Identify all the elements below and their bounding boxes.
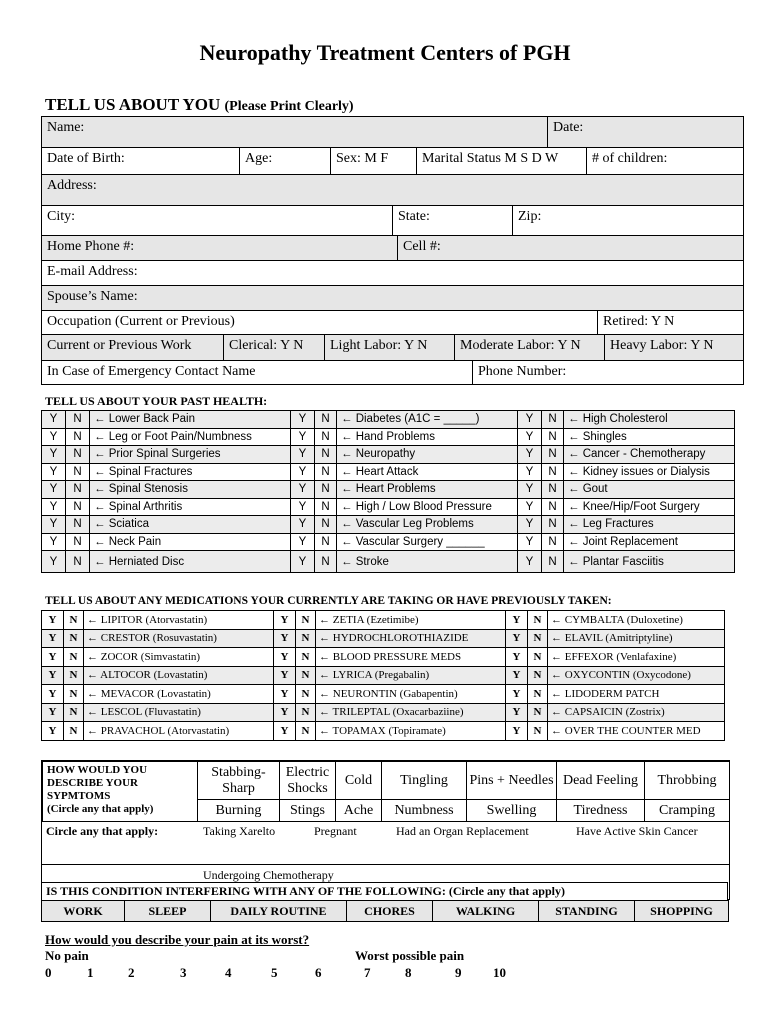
interfering-table	[41, 900, 729, 922]
no-option[interactable]: N	[296, 722, 316, 741]
checklist-row	[42, 533, 735, 551]
pain-scale-value[interactable]: 3	[180, 965, 187, 980]
yes-option[interactable]: Y	[42, 703, 64, 722]
checklist-row	[42, 428, 735, 446]
yes-option[interactable]: Y	[518, 428, 542, 446]
no-option[interactable]: N	[542, 411, 564, 429]
symptoms-table	[42, 761, 730, 822]
yes-option[interactable]: Y	[506, 685, 528, 704]
no-option[interactable]: N	[66, 411, 90, 429]
emergency-phone-field[interactable]: Phone Number:	[472, 361, 743, 384]
yes-option[interactable]: Y	[518, 446, 542, 464]
checklist-item-label: ← ELAVIL (Amitriptyline)	[548, 629, 725, 648]
pain-scale-value[interactable]: 8	[405, 965, 412, 980]
condition-option[interactable]: Undergoing Chemotherapy	[203, 868, 334, 882]
yes-option[interactable]: Y	[291, 463, 315, 481]
yes-option[interactable]: Y	[42, 428, 66, 446]
symptom-option[interactable]: Ache	[336, 800, 382, 822]
yes-option[interactable]: Y	[518, 411, 542, 429]
home-phone-field[interactable]: Home Phone #:	[47, 239, 135, 254]
checklist-item-label: ← Shingles	[564, 428, 735, 446]
no-option[interactable]: N	[64, 611, 84, 630]
info-row	[42, 235, 743, 260]
interfering-section	[41, 882, 728, 922]
checklist-item-label: ← Vascular Leg Problems	[337, 516, 518, 534]
checklist-item-label: ← Spinal Stenosis	[90, 481, 291, 499]
occupation-field[interactable]: Occupation (Current or Previous)	[47, 314, 235, 329]
no-option[interactable]: N	[528, 685, 548, 704]
yes-option[interactable]: Y	[518, 533, 542, 551]
info-row	[42, 310, 743, 334]
age-field[interactable]: Age:	[239, 148, 330, 174]
no-option[interactable]: N	[542, 463, 564, 481]
no-option[interactable]: N	[542, 533, 564, 551]
no-option[interactable]: N	[542, 516, 564, 534]
checklist-item-label: ← Lower Back Pain	[90, 411, 291, 429]
checklist-item-label: ← CRESTOR (Rosuvastatin)	[84, 629, 274, 648]
no-option[interactable]: N	[64, 685, 84, 704]
no-option[interactable]: N	[66, 481, 90, 499]
heavy-labor-field[interactable]: Heavy Labor: Y N	[604, 335, 743, 360]
symptom-option[interactable]: Tingling	[382, 762, 467, 800]
checklist-row	[42, 498, 735, 516]
medications-table	[41, 610, 725, 741]
pain-scale-value[interactable]: 4	[225, 965, 232, 980]
info-row	[42, 360, 743, 384]
pain-question: How would you describe your pain at its worst?	[45, 932, 310, 947]
yes-option[interactable]: Y	[291, 411, 315, 429]
no-option[interactable]: N	[315, 446, 337, 464]
yes-option[interactable]: Y	[506, 648, 528, 667]
yes-option[interactable]: Y	[274, 685, 296, 704]
spouse-name-field[interactable]: Spouse’s Name:	[47, 289, 138, 304]
checklist-row	[42, 551, 735, 573]
checklist-item-label: ← Herniated Disc	[90, 551, 291, 573]
no-option[interactable]: N	[542, 498, 564, 516]
page-title: Neuropathy Treatment Centers of PGH	[199, 40, 571, 65]
no-option[interactable]: N	[66, 446, 90, 464]
symptoms-heading-line: HOW WOULD YOU	[47, 764, 148, 776]
yes-option[interactable]: Y	[274, 703, 296, 722]
pain-scale-value[interactable]: 9	[455, 965, 462, 980]
yes-option[interactable]: Y	[42, 533, 66, 551]
no-option[interactable]: N	[64, 703, 84, 722]
marital-status-field[interactable]: Marital Status M S D W	[416, 148, 586, 174]
info-row	[42, 205, 743, 235]
yes-option[interactable]: Y	[274, 629, 296, 648]
yes-option[interactable]: Y	[291, 481, 315, 499]
yes-option[interactable]: Y	[291, 551, 315, 573]
info-row	[42, 285, 743, 310]
yes-option[interactable]: Y	[42, 498, 66, 516]
no-option[interactable]: N	[296, 703, 316, 722]
checklist-row	[42, 411, 735, 429]
symptoms-heading-line: (Circle any that apply)	[47, 803, 154, 815]
circle-label: Circle any that apply:	[46, 824, 159, 838]
checklist-item-label: ← ZOCOR (Simvastatin)	[84, 648, 274, 667]
checklist-item-label: ← BLOOD PRESSURE MEDS	[316, 648, 506, 667]
activity-option[interactable]: SLEEP	[125, 901, 211, 922]
checklist-item-label: ← High / Low Blood Pressure	[337, 498, 518, 516]
checklist-item-label: ← OXYCONTIN (Oxycodone)	[548, 666, 725, 685]
activity-option[interactable]: WORK	[42, 901, 125, 922]
worst-pain-label: Worst possible pain	[355, 948, 465, 963]
no-option[interactable]: N	[542, 551, 564, 573]
yes-option[interactable]: Y	[291, 516, 315, 534]
children-field[interactable]: # of children:	[586, 148, 743, 174]
address-field[interactable]: Address:	[47, 178, 97, 193]
info-row	[42, 334, 743, 360]
yes-option[interactable]: Y	[42, 551, 66, 573]
no-option[interactable]: N	[528, 648, 548, 667]
yes-option[interactable]: Y	[518, 551, 542, 573]
checklist-item-label: ← Plantar Fasciitis	[564, 551, 735, 573]
symptom-option[interactable]: Burning	[198, 800, 280, 822]
no-option[interactable]: N	[315, 411, 337, 429]
symptom-option[interactable]: Numbness	[382, 800, 467, 822]
no-option[interactable]: N	[528, 611, 548, 630]
yes-option[interactable]: Y	[518, 481, 542, 499]
work-label: Current or Previous Work	[47, 338, 192, 353]
symptoms-section	[41, 760, 730, 900]
yes-option[interactable]: Y	[42, 516, 66, 534]
interfering-heading: IS THIS CONDITION INTERFERING WITH ANY OF THE FOLLOWING: (Circle any that apply)	[41, 882, 728, 900]
sex-field[interactable]: Sex: M F	[330, 148, 416, 174]
symptom-option[interactable]: Tiredness	[557, 800, 645, 822]
city-field[interactable]: City:	[47, 209, 76, 224]
yes-option[interactable]: Y	[291, 533, 315, 551]
checklist-item-label: ← Leg Fractures	[564, 516, 735, 534]
yes-option[interactable]: Y	[274, 722, 296, 741]
symptom-option[interactable]: Swelling	[467, 800, 557, 822]
checklist-row	[42, 481, 735, 499]
checklist-item-label: ← TOPAMAX (Topiramate)	[316, 722, 506, 741]
no-option[interactable]: N	[315, 533, 337, 551]
yes-option[interactable]: Y	[506, 629, 528, 648]
symptom-option[interactable]: Cold	[336, 762, 382, 800]
conditions-row	[42, 822, 729, 864]
checklist-item-label: ← Neck Pain	[90, 533, 291, 551]
yes-option[interactable]: Y	[291, 498, 315, 516]
checklist-item-label: ← Cancer - Chemotherapy	[564, 446, 735, 464]
no-option[interactable]: N	[315, 481, 337, 499]
checklist-item-label: ← Joint Replacement	[564, 533, 735, 551]
clerical-field[interactable]: Clerical: Y N	[223, 335, 324, 360]
symptom-option[interactable]: Pins + Needles	[467, 762, 557, 800]
info-row	[42, 147, 743, 174]
no-option[interactable]: N	[528, 666, 548, 685]
no-option[interactable]: N	[315, 498, 337, 516]
info-row	[42, 260, 743, 285]
activity-option[interactable]: SHOPPING	[635, 901, 729, 922]
no-option[interactable]: N	[315, 428, 337, 446]
yes-option[interactable]: Y	[42, 463, 66, 481]
checklist-row	[42, 685, 725, 704]
condition-option[interactable]: Had an Organ Replacement	[396, 824, 529, 838]
checklist-item-label: ← Knee/Hip/Foot Surgery	[564, 498, 735, 516]
checklist-item-label: ← CAPSAICIN (Zostrix)	[548, 703, 725, 722]
info-row	[42, 117, 743, 147]
symptom-option[interactable]: Stings	[280, 800, 336, 822]
pain-scale-value[interactable]: 6	[315, 965, 322, 980]
about-you-title: TELL US ABOUT YOU	[45, 95, 221, 114]
checklist-item-label: ← Sciatica	[90, 516, 291, 534]
yes-option[interactable]: Y	[506, 666, 528, 685]
checklist-item-label: ← MEVACOR (Lovastatin)	[84, 685, 274, 704]
no-option[interactable]: N	[315, 551, 337, 573]
no-option[interactable]: N	[64, 666, 84, 685]
no-option[interactable]: N	[296, 666, 316, 685]
no-option[interactable]: N	[64, 648, 84, 667]
retired-field[interactable]: Retired: Y N	[597, 311, 743, 334]
checklist-row	[42, 629, 725, 648]
checklist-item-label: ← Stroke	[337, 551, 518, 573]
no-option[interactable]: N	[528, 629, 548, 648]
dob-field[interactable]: Date of Birth:	[47, 151, 125, 166]
no-option[interactable]: N	[296, 629, 316, 648]
state-field[interactable]: State:	[392, 206, 512, 235]
yes-option[interactable]: Y	[518, 498, 542, 516]
checklist-item-label: ← Heart Attack	[337, 463, 518, 481]
yes-option[interactable]: Y	[274, 648, 296, 667]
symptoms-heading-line: SYPMTOMS	[47, 790, 111, 802]
no-pain-label: No pain	[45, 948, 89, 963]
personal-info-grid	[41, 116, 744, 385]
yes-option[interactable]: Y	[518, 516, 542, 534]
checklist-item-label: ← Prior Spinal Surgeries	[90, 446, 291, 464]
yes-option[interactable]: Y	[291, 428, 315, 446]
symptom-option[interactable]: Throbbing	[645, 762, 730, 800]
activity-option[interactable]: DAILY ROUTINE	[211, 901, 347, 922]
checklist-item-label: ← TRILEPTAL (Oxacarbaziine)	[316, 703, 506, 722]
activity-option[interactable]: WALKING	[433, 901, 539, 922]
info-row	[42, 174, 743, 205]
symptoms-heading-line: DESCRIBE YOUR	[47, 777, 138, 789]
checklist-item-label: ← LIDODERM PATCH	[548, 685, 725, 704]
yes-option[interactable]: Y	[42, 648, 64, 667]
symptom-option[interactable]: Dead Feeling	[557, 762, 645, 800]
checklist-item-label: ← LESCOL (Fluvastatin)	[84, 703, 274, 722]
pain-scale-value[interactable]: 2	[128, 965, 135, 980]
checklist-item-label: ← ZETIA (Ezetimibe)	[316, 611, 506, 630]
condition-option[interactable]: Taking Xarelto	[203, 824, 276, 838]
checklist-item-label: ← High Cholesterol	[564, 411, 735, 429]
pain-scale-value[interactable]: 0	[45, 965, 52, 980]
emergency-contact-field[interactable]: In Case of Emergency Contact Name	[47, 364, 256, 379]
no-option[interactable]: N	[528, 722, 548, 741]
checklist-item-label: ← LYRICA (Pregabalin)	[316, 666, 506, 685]
yes-option[interactable]: Y	[42, 611, 64, 630]
no-option[interactable]: N	[542, 446, 564, 464]
yes-option[interactable]: Y	[506, 611, 528, 630]
no-option[interactable]: N	[66, 463, 90, 481]
checklist-item-label: ← CYMBALTA (Duloxetine)	[548, 611, 725, 630]
symptom-option[interactable]: Stabbing-Sharp	[198, 762, 280, 800]
condition-option[interactable]: Have Active Skin Cancer	[576, 824, 698, 838]
moderate-labor-field[interactable]: Moderate Labor: Y N	[454, 335, 604, 360]
checklist-item-label: ← LIPITOR (Atorvastatin)	[84, 611, 274, 630]
no-option[interactable]: N	[542, 481, 564, 499]
checklist-item-label: ← Hand Problems	[337, 428, 518, 446]
no-option[interactable]: N	[66, 551, 90, 573]
light-labor-field[interactable]: Light Labor: Y N	[324, 335, 454, 360]
checklist-row	[42, 463, 735, 481]
no-option[interactable]: N	[296, 648, 316, 667]
email-field[interactable]: E-mail Address:	[47, 264, 138, 279]
activity-option[interactable]: STANDING	[539, 901, 635, 922]
print-clearly-note: (Please Print Clearly)	[224, 99, 354, 114]
zip-field[interactable]: Zip:	[512, 206, 743, 235]
checklist-row	[42, 648, 725, 667]
pain-scale-value[interactable]: 1	[87, 965, 94, 980]
yes-option[interactable]: Y	[274, 611, 296, 630]
checklist-item-label: ← EFFEXOR (Venlafaxine)	[548, 648, 725, 667]
checklist-item-label: ← Spinal Arthritis	[90, 498, 291, 516]
checklist-item-label: ← ALTOCOR (Lovastatin)	[84, 666, 274, 685]
yes-option[interactable]: Y	[42, 629, 64, 648]
yes-option[interactable]: Y	[42, 446, 66, 464]
condition-option[interactable]: Pregnant	[314, 824, 357, 838]
checklist-item-label: ← Diabetes (A1C = _____)	[337, 411, 518, 429]
checklist-item-label: ← HYDROCHLOROTHIAZIDE	[316, 629, 506, 648]
yes-option[interactable]: Y	[42, 481, 66, 499]
no-option[interactable]: N	[528, 703, 548, 722]
checklist-item-label: ← NEURONTIN (Gabapentin)	[316, 685, 506, 704]
symptoms-heading	[43, 762, 198, 822]
checklist-row	[42, 703, 725, 722]
no-option[interactable]: N	[66, 428, 90, 446]
checklist-item-label: ← OVER THE COUNTER MED	[548, 722, 725, 741]
checklist-item-label: ← PRAVACHOL (Atorvastatin)	[84, 722, 274, 741]
checklist-item-label: ← Gout	[564, 481, 735, 499]
checklist-row	[42, 611, 725, 630]
yes-option[interactable]: Y	[291, 446, 315, 464]
symptom-option[interactable]: Electric Shocks	[280, 762, 336, 800]
checklist-item-label: ← Spinal Fractures	[90, 463, 291, 481]
yes-option[interactable]: Y	[274, 666, 296, 685]
checklist-row	[42, 666, 725, 685]
yes-option[interactable]: Y	[42, 722, 64, 741]
no-option[interactable]: N	[66, 533, 90, 551]
checklist-item-label: ← Kidney issues or Dialysis	[564, 463, 735, 481]
no-option[interactable]: N	[64, 629, 84, 648]
no-option[interactable]: N	[296, 611, 316, 630]
about-you-heading	[45, 95, 354, 115]
yes-option[interactable]: Y	[506, 703, 528, 722]
pain-scale-value[interactable]: 7	[364, 965, 371, 980]
yes-option[interactable]: Y	[42, 666, 64, 685]
checklist-item-label: ← Vascular Surgery ______	[337, 533, 518, 551]
activity-option[interactable]: CHORES	[347, 901, 433, 922]
past-health-heading: TELL US ABOUT YOUR PAST HEALTH:	[45, 394, 268, 408]
no-option[interactable]: N	[66, 498, 90, 516]
no-option[interactable]: N	[542, 428, 564, 446]
checklist-row	[42, 516, 735, 534]
past-health-table	[41, 410, 735, 573]
checklist-row	[42, 446, 735, 464]
no-option[interactable]: N	[315, 463, 337, 481]
checklist-item-label: ← Heart Problems	[337, 481, 518, 499]
yes-option[interactable]: Y	[42, 685, 64, 704]
yes-option[interactable]: Y	[42, 411, 66, 429]
yes-option[interactable]: Y	[506, 722, 528, 741]
no-option[interactable]: N	[64, 722, 84, 741]
symptom-option[interactable]: Cramping	[645, 800, 730, 822]
cell-phone-field[interactable]: Cell #:	[397, 236, 743, 260]
name-field[interactable]: Name:	[47, 120, 85, 135]
checklist-item-label: ← Neuropathy	[337, 446, 518, 464]
no-option[interactable]: N	[315, 516, 337, 534]
pain-scale-value[interactable]: 5	[271, 965, 278, 980]
medications-heading: TELL US ABOUT ANY MEDICATIONS YOUR CURRENTLY ARE TAKING OR HAVE PREVIOUSLY TAKEN:	[45, 595, 612, 607]
no-option[interactable]: N	[66, 516, 90, 534]
date-field[interactable]: Date:	[547, 117, 743, 147]
checklist-row	[42, 722, 725, 741]
checklist-item-label: ← Leg or Foot Pain/Numbness	[90, 428, 291, 446]
yes-option[interactable]: Y	[518, 463, 542, 481]
pain-scale-value[interactable]: 10	[493, 965, 506, 980]
no-option[interactable]: N	[296, 685, 316, 704]
